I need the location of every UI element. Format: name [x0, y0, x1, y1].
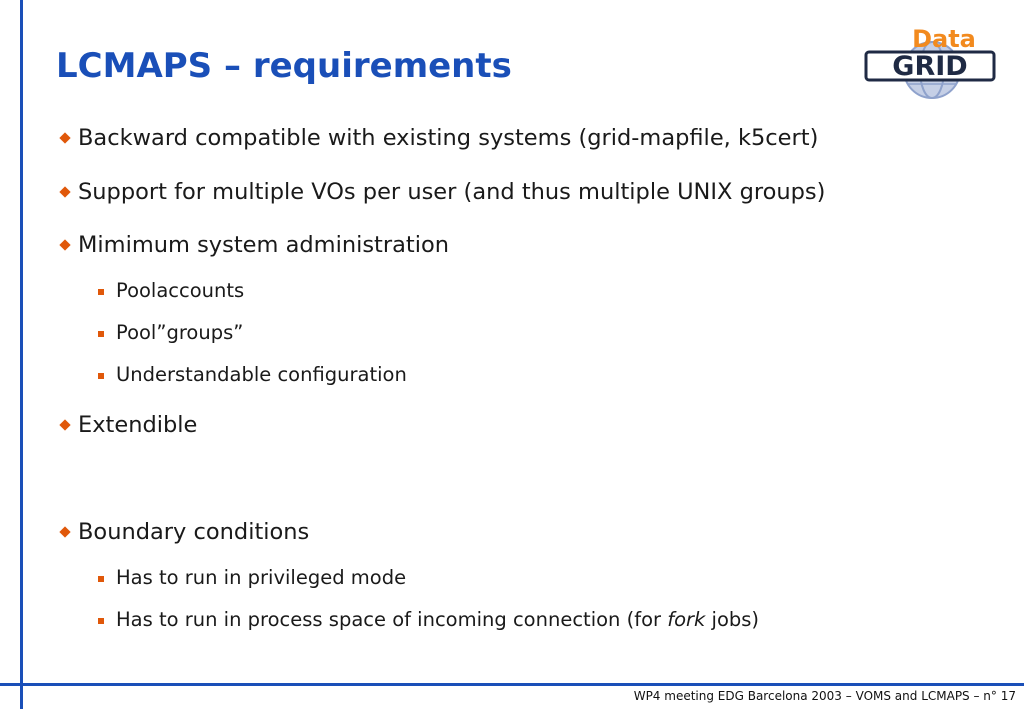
diamond-bullet-icon	[59, 526, 70, 537]
diamond-bullet-icon	[59, 132, 70, 143]
square-bullet-icon	[98, 373, 104, 379]
sub-bullet-text: Understandable configuration	[116, 363, 407, 386]
slide-footer: WP4 meeting EDG Barcelona 2003 – VOMS and LCMAPS – n° 17	[633, 689, 1016, 703]
bullet-item	[58, 125, 818, 151]
bullet-text: Backward compatible with existing systems (grid-mapfile, k5cert)	[78, 125, 819, 151]
square-bullet-icon	[98, 331, 104, 337]
sub-bullet-text-after: jobs)	[705, 608, 760, 631]
logo-word-data: Data	[912, 25, 976, 53]
sub-bullet-text: Pool”groups”	[116, 321, 244, 344]
bullet-text: Boundary conditions	[78, 519, 310, 545]
bullet-item	[58, 412, 197, 438]
sub-bullet-item	[98, 363, 407, 386]
diamond-bullet-icon	[59, 186, 70, 197]
logo-word-grid: GRID	[892, 51, 968, 82]
square-bullet-icon	[98, 289, 104, 295]
slide-title: LCMAPS – requirements	[56, 46, 512, 86]
datagrid-logo	[862, 22, 1000, 106]
bullet-item	[58, 519, 309, 545]
left-accent-bar	[20, 0, 23, 709]
square-bullet-icon	[98, 576, 104, 582]
bullet-text: Extendible	[78, 412, 198, 438]
bullet-item	[58, 232, 449, 258]
bottom-accent-bar	[0, 683, 1024, 686]
sub-bullet-item	[98, 279, 244, 302]
diamond-bullet-icon	[59, 239, 70, 250]
sub-bullet-text	[116, 608, 759, 631]
sub-bullet-text: Poolaccounts	[116, 279, 245, 302]
sub-bullet-text-italic: fork	[667, 608, 706, 631]
sub-bullet-text-before: Has to run in process space of incoming connection (for	[116, 608, 668, 631]
diamond-bullet-icon	[59, 419, 70, 430]
bullet-text: Support for multiple VOs per user (and thus multiple UNIX groups)	[78, 179, 826, 205]
bullet-text: Mimimum system administration	[78, 232, 450, 258]
sub-bullet-item	[98, 321, 243, 344]
square-bullet-icon	[98, 618, 104, 624]
bullet-item	[58, 179, 825, 205]
sub-bullet-item	[98, 608, 759, 631]
sub-bullet-item	[98, 566, 406, 589]
sub-bullet-text: Has to run in privileged mode	[116, 566, 407, 589]
